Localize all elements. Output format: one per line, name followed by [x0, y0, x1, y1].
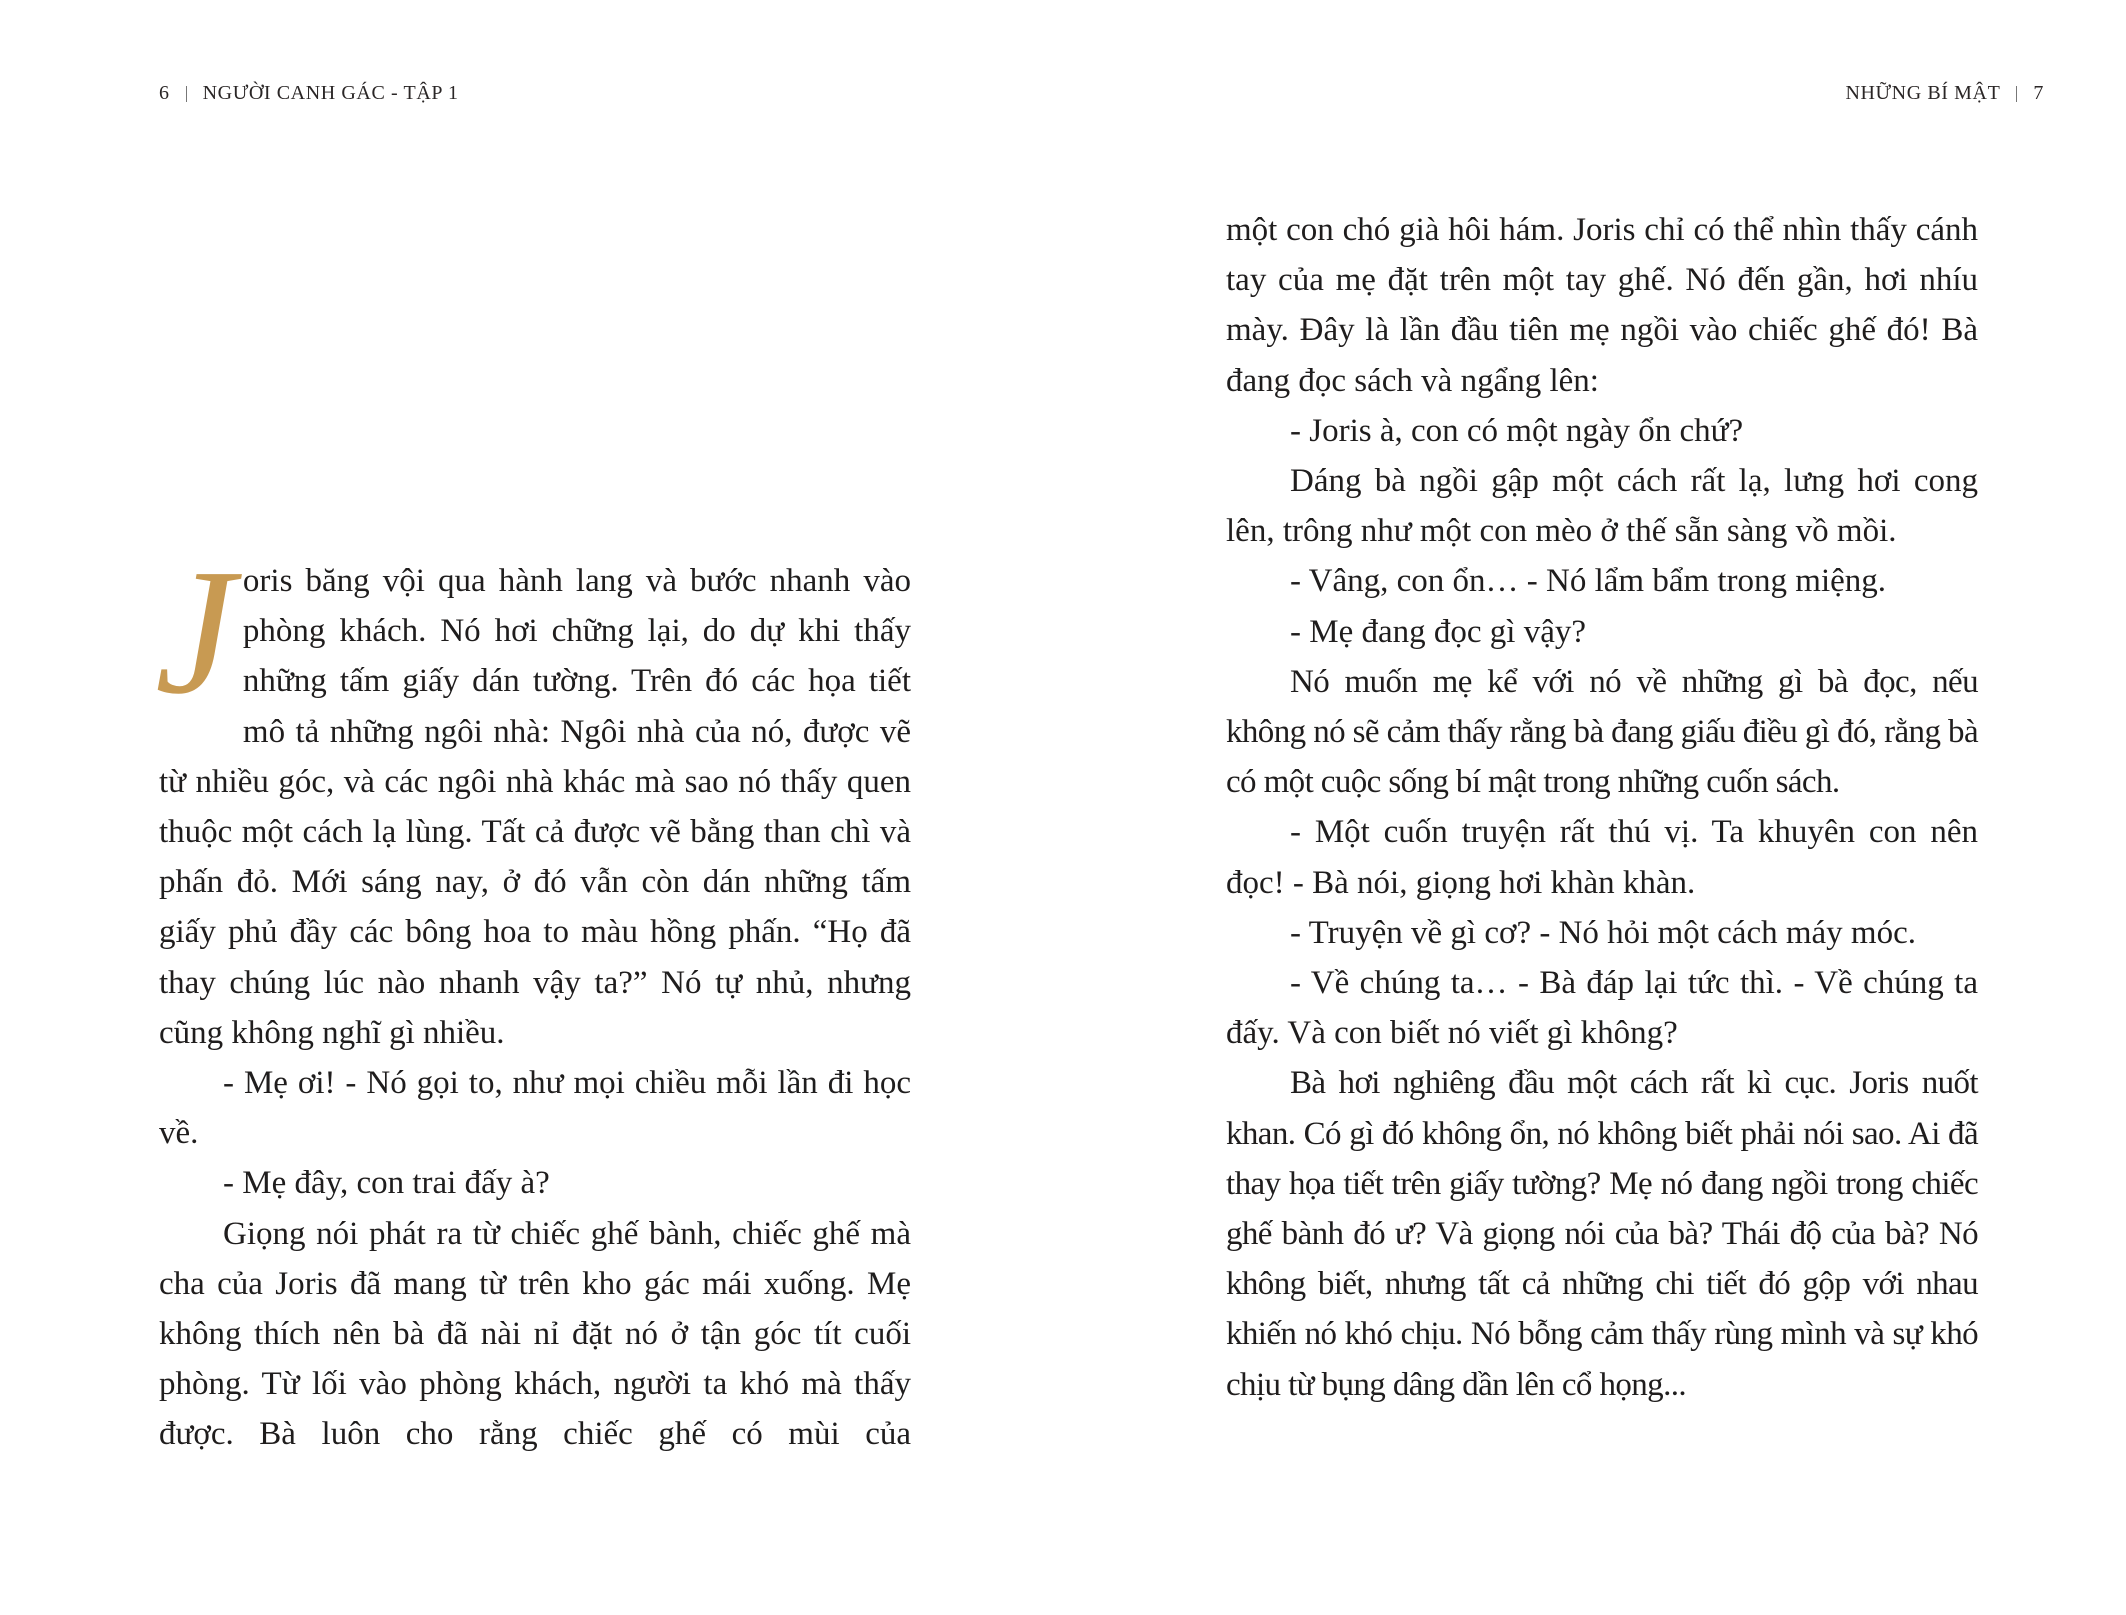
opening-paragraph-text: oris băng vội qua hành lang và bước nhanh vào phòng khách. Nó hơi chững lại, do dự khi thấy những tấm giấy dán tường. Trên đó các họa tiết mô tả những ngôi nhà: Ngôi nhà của nó, được vẽ từ nhiều góc, và các ngôi nhà khác mà sao nó thấy quen thuộc một cách lạ lùng. Tất cả được vẽ bằng than chì và phấn đỏ. Mới sáng nay, ở đó vẫn còn dán những tấm giấy phủ đầy các bông hoa to màu hồng phấn. “Họ đã thay chúng lúc nào nhanh vậy ta?” Nó tự nhủ, nhưng cũng không nghĩ gì nhiều. — [159, 563, 911, 1051]
paragraph: - Joris à, con có một ngày ổn chứ? — [1290, 412, 1744, 449]
right-page-number: 7 — [2033, 82, 2044, 104]
paragraph: - Vâng, con ổn… - Nó lẩm bẩm trong miệng. — [1290, 563, 1887, 600]
paragraph: - Mẹ ơi! - Nó gọi to, như mọi chiều mỗi lần đi học về. — [159, 1065, 911, 1152]
paragraph: - Mẹ đây, con trai đấy à? — [223, 1165, 550, 1202]
paragraph: Nó muốn mẹ kể với nó về những gì bà đọc, nếu không nó sẽ cảm thấy rằng bà đang giấu điều gì đó, rằng bà có một cuộc sống bí mật trong những cuốn sách. — [1226, 663, 1978, 801]
right-running-head — [1845, 82, 2044, 105]
drop-cap: J — [155, 532, 235, 731]
right-page-body — [1226, 205, 1978, 1410]
continued-paragraph: một con chó già hôi hám. Joris chỉ có thể nhìn thấy cánh tay của mẹ đặt trên một tay ghế. Nó đến gần, hơi nhíu mày. Đây là lần đầu tiên mẹ ngồi vào chiếc ghế đó! Bà đang đọc sách và ngẩng lên: — [1226, 212, 1978, 399]
paragraph: - Một cuốn truyện rất thú vị. Ta khuyên con nên đọc! - Bà nói, giọng hơi khàn khàn. — [1226, 814, 1978, 901]
paragraph: Dáng bà ngồi gập một cách rất lạ, lưng hơi cong lên, trông như một con mèo ở thế sẵn sàng vồ mồi. — [1226, 463, 1978, 550]
left-running-head — [159, 82, 459, 105]
paragraph: Bà hơi nghiêng đầu một cách rất kì cục. Joris nuốt khan. Có gì đó không ổn, nó không biết phải nói sao. Ai đã thay họa tiết trên giấy tường? Mẹ nó đang ngồi trong chiếc ghế bành đó ư? Và giọng nói của bà? Thái độ của bà? Nó không biết, nhưng tất cả những chi tiết đó gộp với nhau khiến nó khó chịu. Nó bỗng cảm thấy rùng mình và sự khó chịu từ bụng dâng dần lên cổ họng... — [1226, 1065, 1978, 1403]
paragraph: Giọng nói phát ra từ chiếc ghế bành, chiếc ghế mà cha của Joris đã mang từ trên kho gác mái xuống. Mẹ không thích nên bà đã nài nỉ đặt nó ở tận góc tít cuối phòng. Từ lối vào phòng khách, người ta khó mà thấy được. Bà luôn cho rằng chiếc ghế có mùi của — [159, 1215, 911, 1453]
paragraph: - Truyện về gì cơ? - Nó hỏi một cách máy móc. — [1290, 914, 1916, 951]
left-page-number: 6 — [159, 82, 170, 104]
opening-paragraph — [155, 532, 911, 1058]
header-separator — [2016, 86, 2017, 102]
paragraph: - Về chúng ta… - Bà đáp lại tức thì. - Về chúng ta đấy. Và con biết nó viết gì không? — [1226, 965, 1978, 1052]
paragraph: - Mẹ đang đọc gì vậy? — [1290, 613, 1586, 650]
left-page-body — [155, 532, 911, 1460]
book-title: NGƯỜI CANH GÁC - TẬP 1 — [202, 82, 459, 104]
header-separator — [186, 86, 187, 102]
chapter-title: NHỮNG BÍ MẬT — [1845, 82, 2001, 104]
right-page — [1063, 0, 2126, 1615]
